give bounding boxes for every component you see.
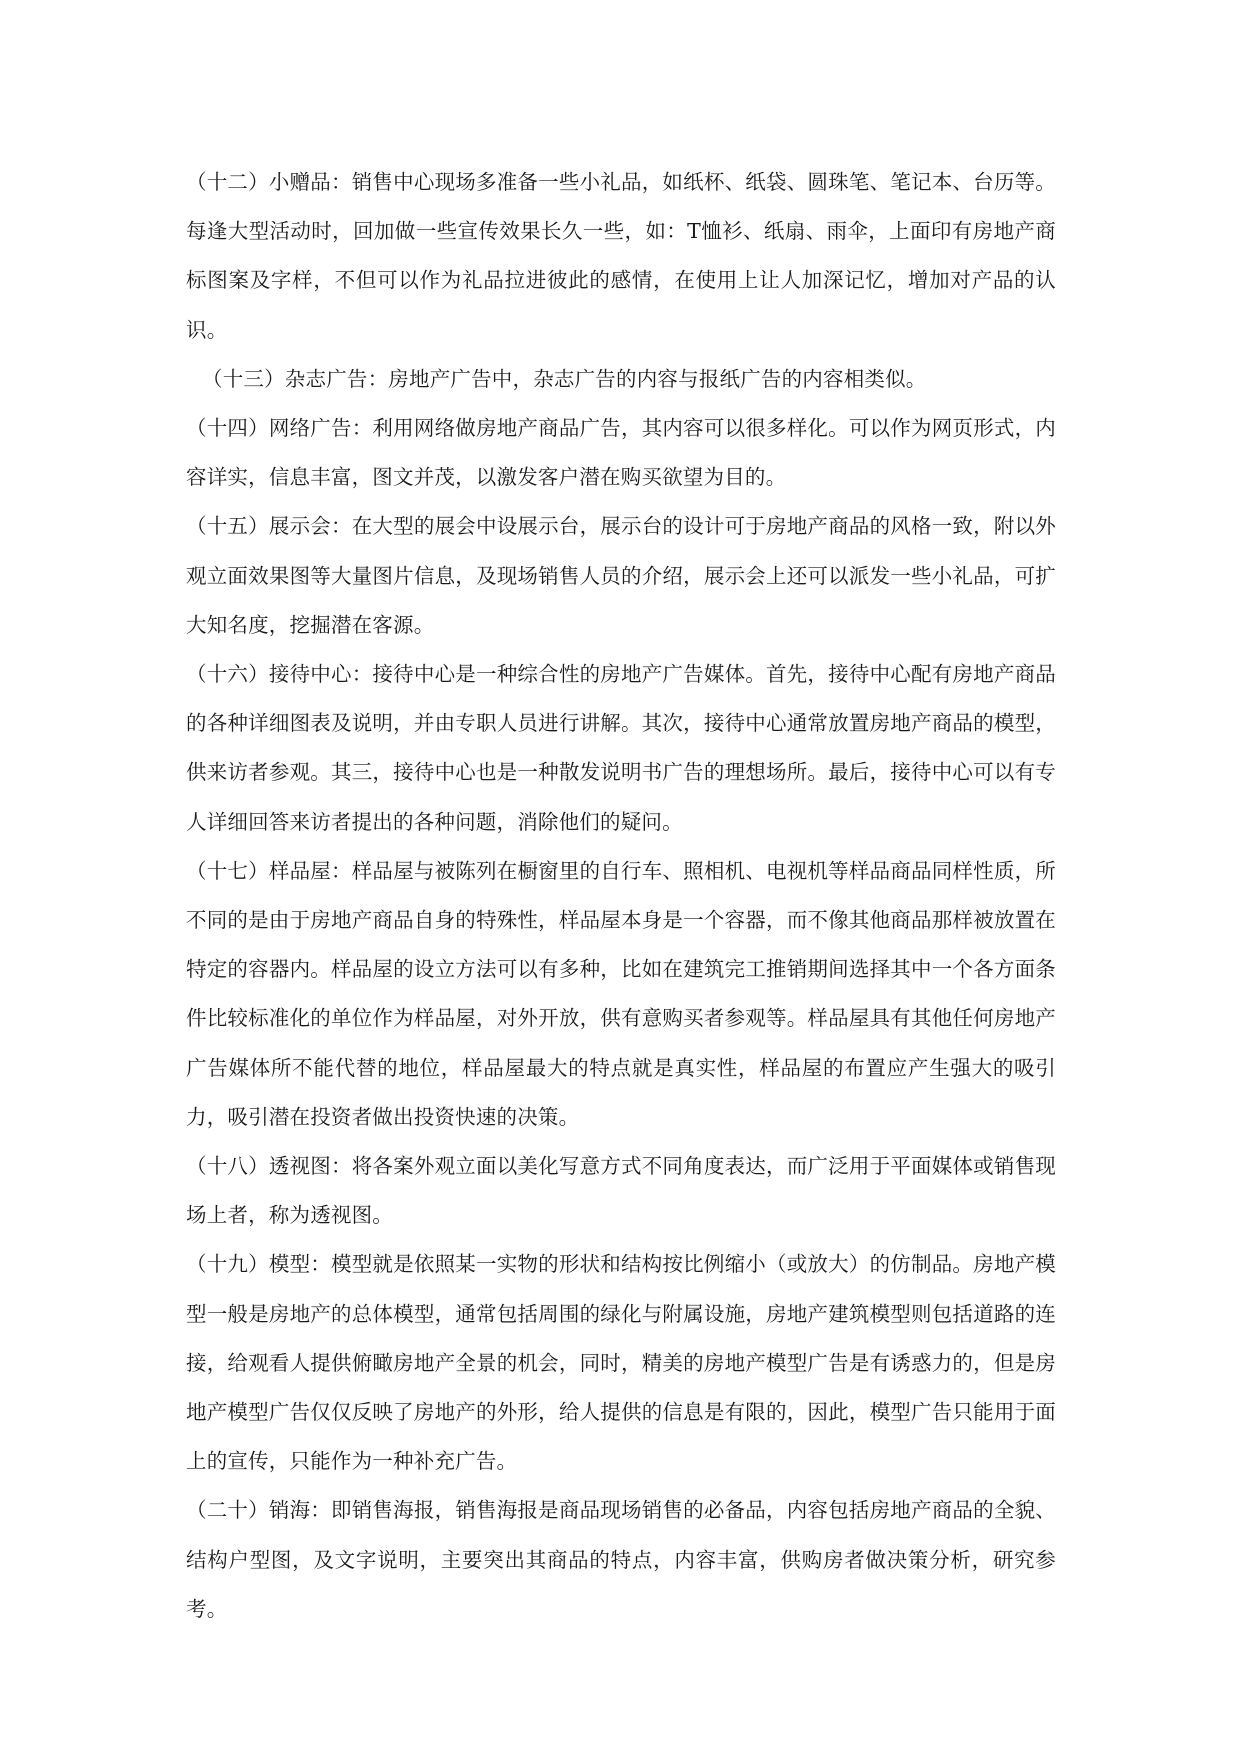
paragraph-show-house: （十七）样品屋：样品屋与被陈列在橱窗里的自行车、照相机、电视机等样品商品同样性质，所不同的是由于房地产商品自身的特殊性，样品屋本身是一个容器，而不像其他商品那样被放置在特定的容器内。样品屋的设立方法可以有多种，比如在建筑完工推销期间选择其中一个各方面条件比较标准化的单位作为样品屋，对外开放，供有意购买者参观等。样品屋具有其他任何房地产广告媒体所不能代替的地位，样品屋最大的特点就是真实性，样品屋的布置应产生强大的吸引力，吸引潜在投资者做出投资快速的决策。 [186,858,1056,1129]
paragraph-online-ads: （十四）网络广告：利用网络做房地产商品广告，其内容可以很多样化。可以作为网页形式，内容详实，信息丰富，图文并茂，以激发客户潜在购买欲望为目的。 [186,416,1056,490]
paragraph-model: （十九）模型：模型就是依照某一实物的形状和结构按比例缩小（或放大）的仿制品。房地产模型一般是房地产的总体模型，通常包括周围的绿化与附属设施，房地产建筑模型则包括道路的连接，给观看人提供俯瞰房地产全景的机会，同时，精美的房地产模型广告是有诱惑力的，但是房地产模型广告仅仅反映了房地产的外形，给人提供的信息是有限的，因此，模型广告只能用于面上的宣传，只能作为一种补充广告。 [186,1252,1056,1474]
paragraph-gift-items: （十二）小赠品：销售中心现场多准备一些小礼品，如纸杯、纸袋、圆珠笔、笔记本、台历等。每逢大型活动时，回加做一些宣传效果长久一些，如：T恤衫、纸扇、雨伞，上面印有房地产商标图案及字样，不但可以作为礼品拉进彼此的感情，在使用上让人加深记忆，增加对产品的认识。 [186,170,1056,342]
paragraph-exhibition: （十五）展示会：在大型的展会中设展示台，展示台的设计可于房地产商品的风格一致，附以外观立面效果图等大量图片信息，及现场销售人员的介绍，展示会上还可以派发一些小礼品，可扩大知名度，挖掘潜在客源。 [186,514,1056,637]
document-body [186,158,1056,1634]
paragraph-magazine-ads: （十三）杂志广告：房地产广告中，杂志广告的内容与报纸广告的内容相类似。 [202,366,927,391]
paragraph-sales-poster: （二十）销海：即销售海报，销售海报是商品现场销售的必备品，内容包括房地产商品的全貌、结构户型图，及文字说明，主要突出其商品的特点，内容丰富，供购房者做决策分析，研究参考。 [186,1498,1056,1621]
paragraph-reception-center: （十六）接待中心：接待中心是一种综合性的房地产广告媒体。首先，接待中心配有房地产商品的各种详细图表及说明，并由专职人员进行讲解。其次，接待中心通常放置房地产商品的模型，供来访者参观。其三，接待中心也是一种散发说明书广告的理想场所。最后，接待中心可以有专人详细回答来访者提出的各种问题，消除他们的疑问。 [186,662,1056,834]
paragraph-perspective-drawing: （十八）透视图：将各案外观立面以美化写意方式不同角度表达，而广泛用于平面媒体或销售现场上者，称为透视图。 [186,1154,1056,1228]
